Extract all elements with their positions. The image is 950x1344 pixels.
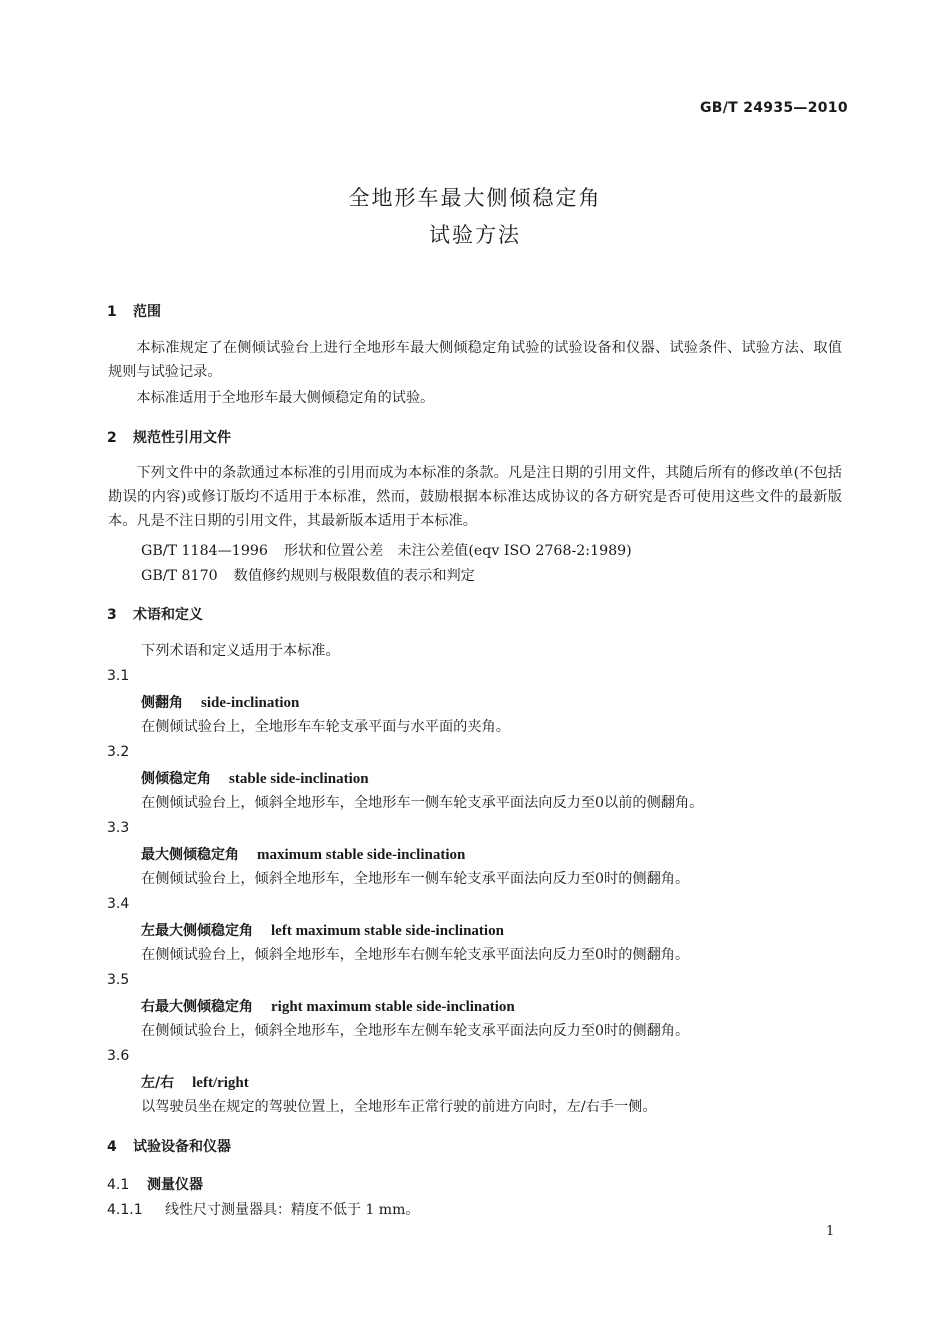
section-3-heading	[107, 604, 203, 624]
term-cn: 最大侧倾稳定角	[141, 847, 239, 863]
subsection-title: 测量仪器	[147, 1177, 203, 1193]
term-cn: 左最大侧倾稳定角	[141, 923, 253, 939]
clause-number: 3.4	[107, 896, 130, 912]
clause-number: 3.6	[107, 1048, 130, 1064]
section-2-number: 2	[107, 430, 117, 446]
clause-number: 4.1.1	[107, 1202, 143, 1218]
term-definition: 在侧倾试验台上，倾斜全地形车，全地形车右侧车轮支承平面法向反力至0时的侧翻角。	[141, 947, 690, 963]
term-entry	[141, 692, 299, 712]
term-en: left maximum stable side-inclination	[271, 923, 504, 939]
term-cn: 侧倾稳定角	[141, 771, 211, 787]
section-4-heading	[107, 1136, 231, 1156]
section-2-heading	[107, 427, 231, 447]
term-cn: 左/右	[141, 1075, 175, 1091]
standard-code: GB/T 24935—2010	[700, 100, 848, 116]
section-4-title: 试验设备和仪器	[133, 1139, 231, 1155]
term-en: side-inclination	[201, 695, 300, 711]
clause-text: 线性尺寸测量器具：精度不低于 1 mm。	[165, 1202, 420, 1218]
reference-title: 数值修约规则与极限数值的表示和判定	[233, 568, 475, 584]
section-1-paragraph-1: 本标准规定了在侧倾试验台上进行全地形车最大侧倾稳定角试验的试验设备和仪器、试验条件、试验方法、取值规则与试验记录。	[108, 340, 842, 380]
term-entry	[141, 768, 369, 788]
reference-code: GB/T 8170	[141, 568, 218, 584]
section-3-intro: 下列术语和定义适用于本标准。	[141, 643, 340, 659]
subsection-number: 4.1	[107, 1177, 130, 1193]
term-definition: 以驾驶员坐在规定的驾驶位置上，全地形车正常行驶的前进方向时，左/右手一侧。	[141, 1099, 657, 1115]
term-entry	[141, 920, 504, 940]
normative-reference-1	[141, 540, 632, 560]
clause-4-1-1	[107, 1199, 419, 1219]
term-en: right maximum stable side-inclination	[271, 999, 515, 1015]
section-4-number: 4	[107, 1139, 117, 1155]
term-entry	[141, 996, 515, 1016]
term-en: left/right	[192, 1075, 249, 1091]
section-2-paragraph-1: 下列文件中的条款通过本标准的引用而成为本标准的条款。凡是注日期的引用文件，其随后所有的修改单(不包括勘误的内容)或修订版均不适用于本标准，然而，鼓励根据本标准达成协议的各方研究是否可使用这些文件的最新版本。凡是不注日期的引用文件，其最新版本适用于本标准。	[108, 465, 842, 529]
term-en: maximum stable side-inclination	[257, 847, 466, 863]
clause-number: 3.1	[107, 668, 130, 684]
document-title-line1: 全地形车最大侧倾稳定角	[348, 186, 602, 210]
term-entry	[141, 844, 465, 864]
section-1-heading	[107, 301, 161, 321]
term-definition: 在侧倾试验台上，倾斜全地形车，全地形车一侧车轮支承平面法向反力至0时的侧翻角。	[141, 871, 690, 887]
section-1-title: 范围	[133, 304, 161, 320]
clause-number: 3.3	[107, 820, 130, 836]
term-entry	[141, 1072, 249, 1092]
term-en: stable side-inclination	[229, 771, 369, 787]
section-1-paragraph-2: 本标准适用于全地形车最大侧倾稳定角的试验。	[136, 390, 435, 406]
clause-number: 3.5	[107, 972, 130, 988]
section-3-title: 术语和定义	[133, 607, 203, 623]
section-3-number: 3	[107, 607, 117, 623]
document-title-line2: 试验方法	[429, 223, 521, 247]
page-number: 1	[826, 1224, 835, 1239]
section-1-number: 1	[107, 304, 117, 320]
section-2-title: 规范性引用文件	[133, 430, 231, 446]
term-cn: 侧翻角	[141, 695, 183, 711]
clause-number: 3.2	[107, 744, 130, 760]
reference-code: GB/T 1184—1996	[141, 543, 268, 559]
reference-title: 形状和位置公差 未注公差值(eqv ISO 2768-2:1989)	[283, 543, 632, 559]
subsection-4-1-heading	[107, 1174, 203, 1194]
term-definition: 在侧倾试验台上，倾斜全地形车，全地形车一侧车轮支承平面法向反力至0以前的侧翻角。	[141, 795, 704, 811]
term-cn: 右最大侧倾稳定角	[141, 999, 253, 1015]
normative-reference-2	[141, 565, 475, 585]
term-definition: 在侧倾试验台上，全地形车车轮支承平面与水平面的夹角。	[141, 719, 510, 735]
term-definition: 在侧倾试验台上，倾斜全地形车，全地形车左侧车轮支承平面法向反力至0时的侧翻角。	[141, 1023, 690, 1039]
